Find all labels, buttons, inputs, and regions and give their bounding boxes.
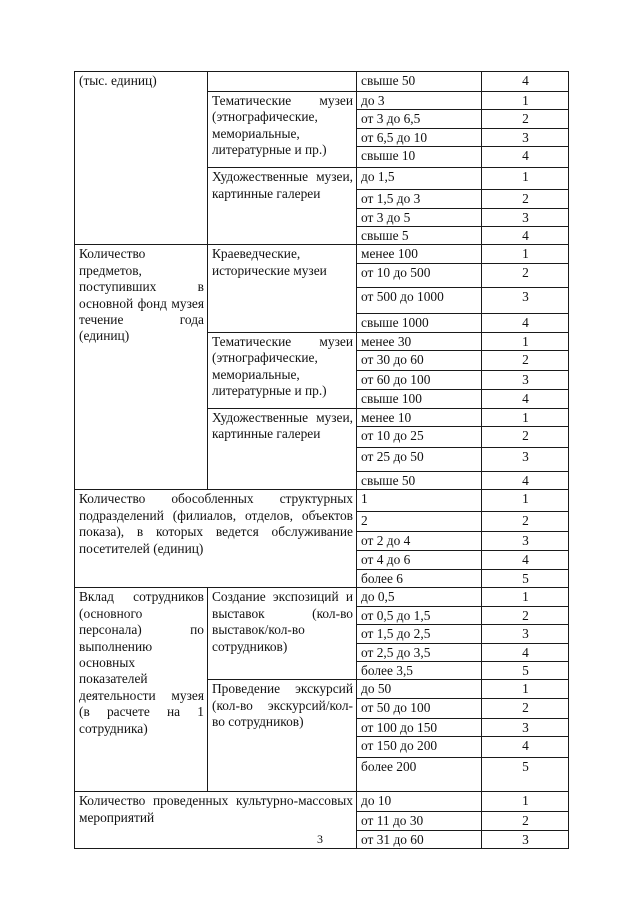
value-range: от 2,5 до 3,5 [357, 643, 482, 661]
score: 2 [482, 190, 569, 208]
score: 2 [482, 812, 569, 830]
score: 1 [482, 792, 569, 812]
score: 1 [482, 92, 569, 110]
page-number: 3 [317, 832, 323, 846]
museum-category: Тематические музеи (этнографические, мемориальные, литературные и пр.) [208, 332, 357, 408]
value-range: от 150 до 200 [357, 737, 482, 758]
value-range: от 50 до 100 [357, 698, 482, 718]
value-range: менее 10 [357, 408, 482, 426]
score: 1 [482, 245, 569, 263]
value-range: от 60 до 100 [357, 371, 482, 390]
value-range: до 1,5 [357, 168, 482, 190]
value-range: более 6 [357, 569, 482, 587]
value-range: от 500 до 1000 [357, 287, 482, 313]
score: 2 [482, 427, 569, 448]
criterion-title: (тыс. единиц) [75, 72, 208, 245]
table-row [75, 792, 569, 812]
score: 4 [482, 227, 569, 245]
value-range: менее 30 [357, 332, 482, 350]
score: 3 [482, 287, 569, 313]
score: 3 [482, 128, 569, 146]
score: 4 [482, 472, 569, 490]
value-range: от 3 до 6,5 [357, 110, 482, 128]
value-range: до 10 [357, 792, 482, 812]
score: 4 [482, 313, 569, 332]
score: 1 [482, 680, 569, 698]
score: 1 [482, 490, 569, 512]
criterion-title: Количество проведенных культурно-массовых мероприятий [75, 792, 357, 849]
score: 4 [482, 147, 569, 168]
value-range: свыше 10 [357, 147, 482, 168]
value-range: менее 100 [357, 245, 482, 263]
table-row [75, 72, 569, 92]
score: 4 [482, 737, 569, 758]
value-range: до 0,5 [357, 588, 482, 606]
criterion-title: Количество предметов, поступивших в основной фонд музея течение года (единиц) [75, 245, 208, 490]
score: 3 [482, 532, 569, 550]
value-range: от 31 до 60 [357, 830, 482, 848]
value-range: 1 [357, 490, 482, 512]
table-row [75, 490, 569, 512]
value-range: свыше 100 [357, 390, 482, 408]
museum-category: Создание экспозиций и выставок (кол-во выставок/кол-во сотрудников) [208, 588, 357, 680]
table-row [75, 245, 569, 263]
value-range: свыше 5 [357, 227, 482, 245]
score: 2 [482, 263, 569, 287]
score: 3 [482, 371, 569, 390]
value-range: от 2 до 4 [357, 532, 482, 550]
value-range: от 1,5 до 2,5 [357, 625, 482, 643]
score: 2 [482, 110, 569, 128]
museum-category: Проведение экскурсий (кол-во экскурсий/кол-во сотрудников) [208, 680, 357, 792]
score: 4 [482, 550, 569, 569]
score: 2 [482, 606, 569, 624]
museum-category: Тематические музеи (этнографические, мемориальные, литературные и пр.) [208, 92, 357, 168]
score: 2 [482, 351, 569, 371]
value-range: от 100 до 150 [357, 718, 482, 736]
value-range: от 1,5 до 3 [357, 190, 482, 208]
score: 3 [482, 208, 569, 226]
value-range: от 10 до 25 [357, 427, 482, 448]
value-range: от 4 до 6 [357, 550, 482, 569]
table-row [75, 588, 569, 606]
score: 3 [482, 625, 569, 643]
value-range: до 3 [357, 92, 482, 110]
value-range: 2 [357, 512, 482, 532]
value-range: от 25 до 50 [357, 448, 482, 472]
score: 5 [482, 661, 569, 679]
score: 2 [482, 698, 569, 718]
criterion-title: Вклад сотрудников (основного персонала) по выполнению основных показателей деятельности музея (в расчете на 1 сотрудника) [75, 588, 208, 792]
value-range: свыше 50 [357, 72, 482, 92]
score: 5 [482, 569, 569, 587]
score: 1 [482, 332, 569, 350]
score: 2 [482, 512, 569, 532]
museum-category: Художественные музеи, картинные галереи [208, 408, 357, 490]
score: 4 [482, 390, 569, 408]
score: 1 [482, 168, 569, 190]
score: 1 [482, 408, 569, 426]
score: 3 [482, 830, 569, 848]
value-range: от 6,5 до 10 [357, 128, 482, 146]
value-range: свыше 50 [357, 472, 482, 490]
museum-category [208, 72, 357, 92]
value-range: от 0,5 до 1,5 [357, 606, 482, 624]
score: 5 [482, 758, 569, 792]
score: 4 [482, 72, 569, 92]
score: 4 [482, 643, 569, 661]
value-range: более 3,5 [357, 661, 482, 679]
value-range: от 30 до 60 [357, 351, 482, 371]
museum-category: Художественные музеи, картинные галереи [208, 168, 357, 245]
value-range: от 10 до 500 [357, 263, 482, 287]
value-range: более 200 [357, 758, 482, 792]
museum-category: Краеведческие, исторические музеи [208, 245, 357, 332]
score: 3 [482, 448, 569, 472]
score: 1 [482, 588, 569, 606]
value-range: от 11 до 30 [357, 812, 482, 830]
score: 3 [482, 718, 569, 736]
value-range: свыше 1000 [357, 313, 482, 332]
criterion-title: Количество обособленных структурных подразделений (филиалов, отделов, объектов показа), в которых ведется обслуживание посетителей (единиц) [75, 490, 357, 588]
value-range: от 3 до 5 [357, 208, 482, 226]
value-range: до 50 [357, 680, 482, 698]
criteria-table [74, 71, 569, 849]
